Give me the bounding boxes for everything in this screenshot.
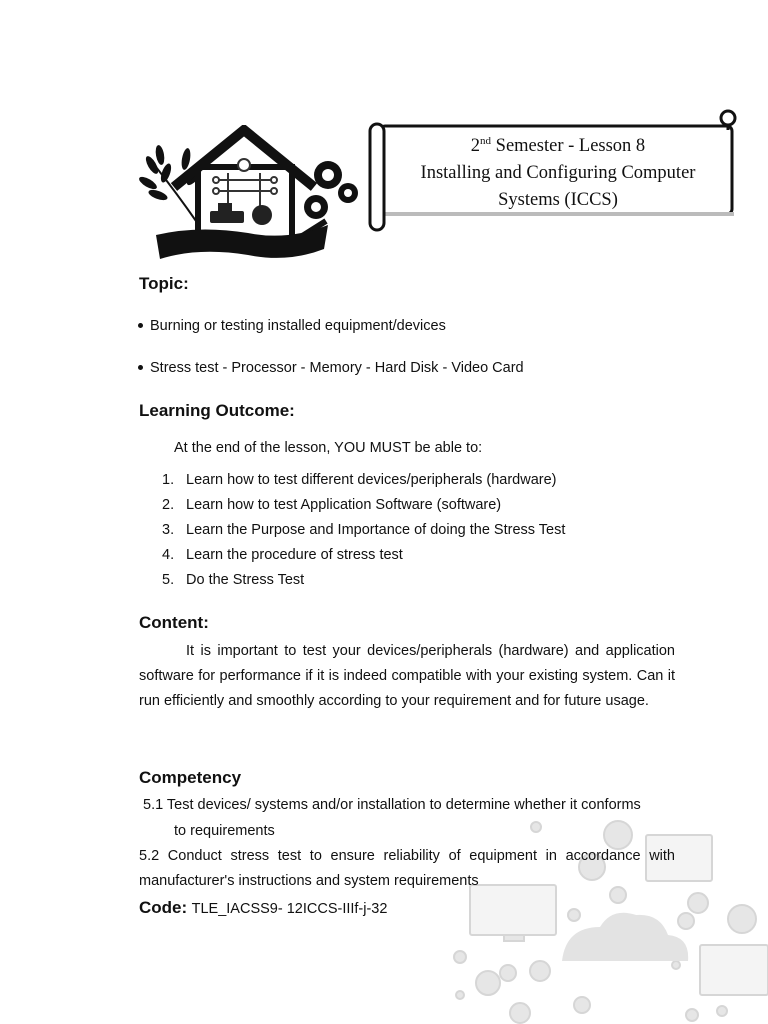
lesson-banner-title xyxy=(388,128,728,214)
course-title-line2: Systems (ICCS) xyxy=(498,190,618,211)
code-value: TLE_IACSS9- 12ICCS-IIIf-j-32 xyxy=(191,901,388,917)
content-heading: Content: xyxy=(139,613,209,632)
competency-item-2: 5.2 Conduct stress test to ensure reliability of equipment in accordance with manufacturer's instructions and system requirements xyxy=(139,848,675,889)
topic-heading: Topic: xyxy=(139,274,189,293)
code-label: Code: xyxy=(139,898,188,917)
learning-outcome-heading: Learning Outcome: xyxy=(139,401,295,420)
competency-item-1: 5.1 Test devices/ systems and/or installation to determine whether it conforms xyxy=(143,797,641,813)
outcome-list-item: 3. Learn the Purpose and Importance of doing the Stress Test xyxy=(162,522,566,538)
competency-item-1-continuation: to requirements xyxy=(174,823,275,839)
code-line xyxy=(139,898,387,918)
topic-item: Stress test - Processor - Memory - Hard Disk - Video Card xyxy=(138,360,524,376)
outcome-list-item: 1. Learn how to test different devices/peripherals (hardware) xyxy=(162,472,557,488)
bullet-icon xyxy=(138,323,143,328)
bullet-icon xyxy=(138,365,143,370)
competency-heading: Competency xyxy=(139,768,242,787)
course-title-line1: Installing and Configuring Computer xyxy=(420,163,696,184)
content-paragraph: It is important to test your devices/peripherals (hardware) and application software for performance if it is indeed compatible with your existing system. Can it run efficiently and smoothly according to your requirement and for future usage. xyxy=(139,643,675,709)
learning-outcome-intro: At the end of the lesson, YOU MUST be able to: xyxy=(174,440,483,456)
outcome-list-item: 4. Learn the procedure of stress test xyxy=(162,547,403,563)
topic-item: Burning or testing installed equipment/devices xyxy=(138,318,446,334)
iccs-house-logo xyxy=(138,125,368,267)
outcome-list-item: 5. Do the Stress Test xyxy=(162,572,305,588)
semester-line: 2nd Semester - Lesson 8 xyxy=(470,135,646,157)
outcome-list-item: 2. Learn how to test Application Software (software) xyxy=(162,497,502,513)
